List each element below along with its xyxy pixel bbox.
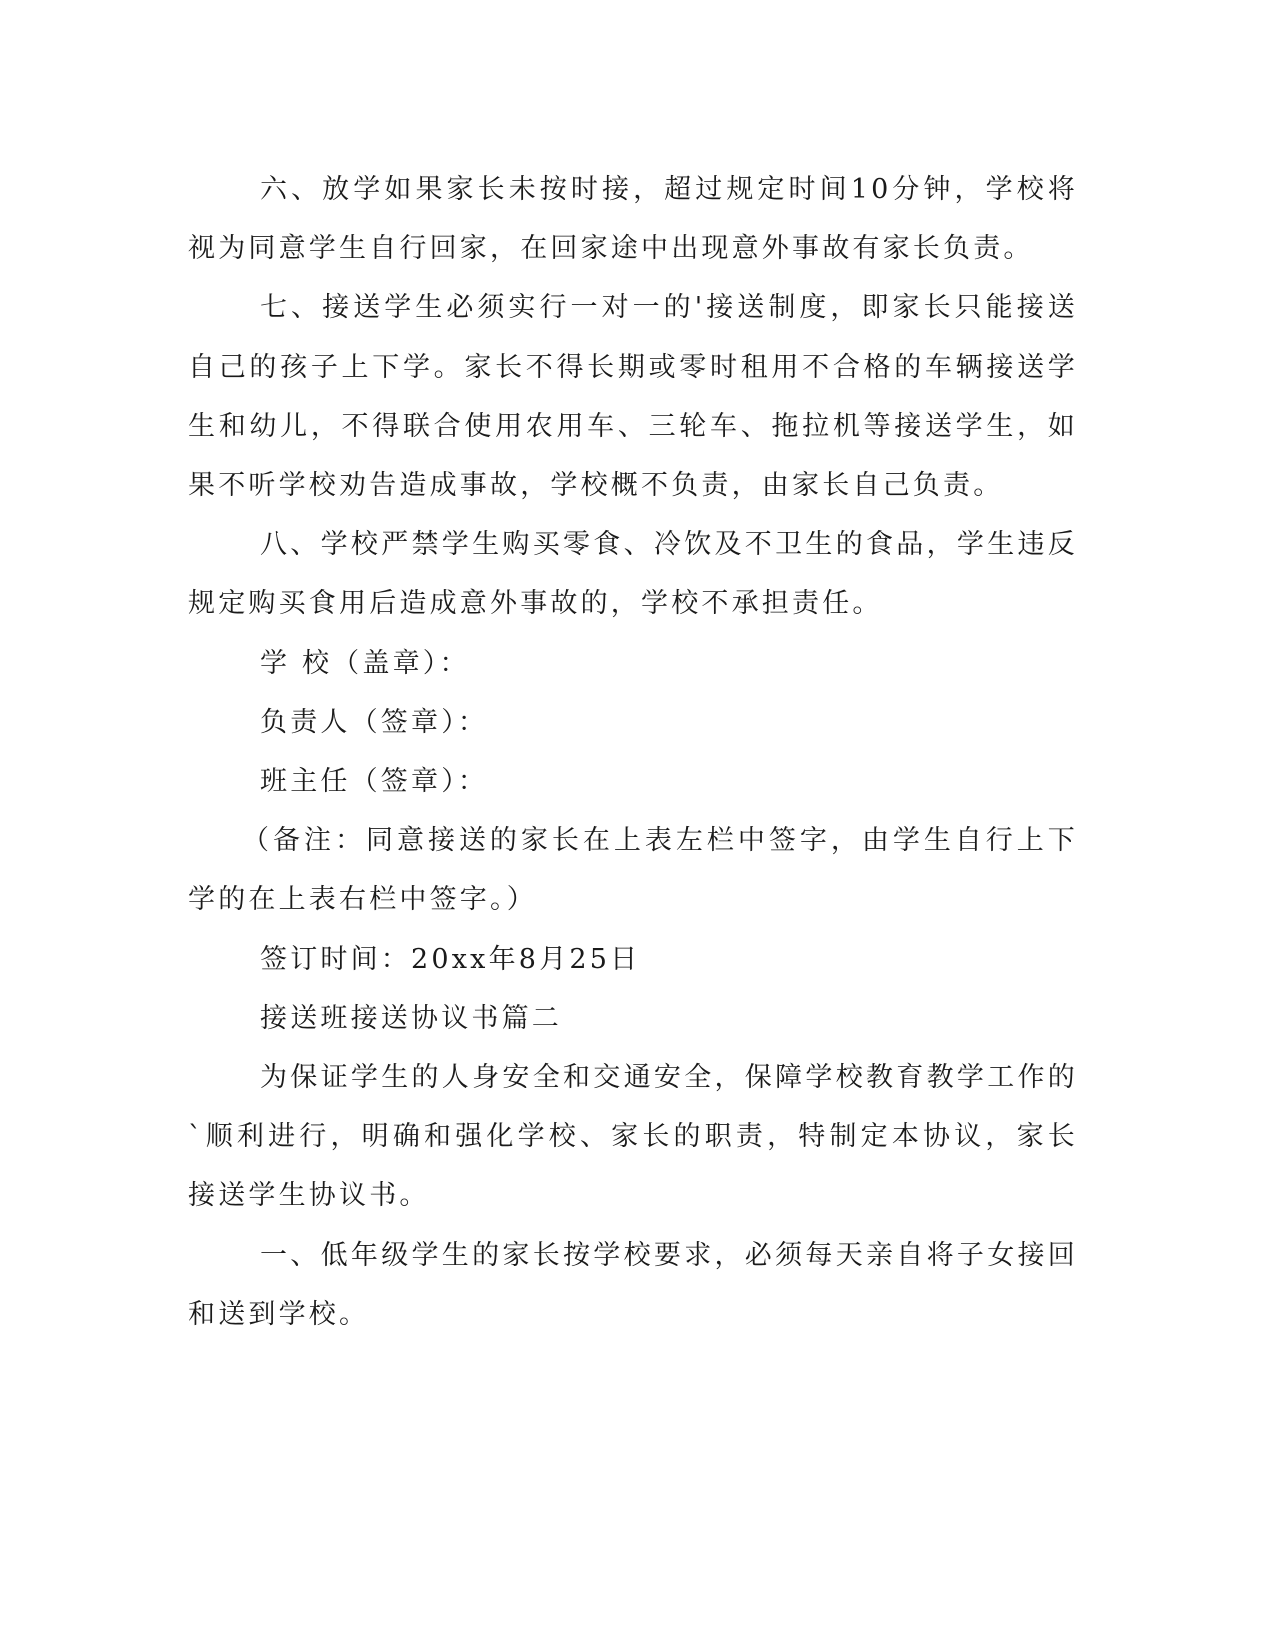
remark-note: （备注：同意接送的家长在上表左栏中签字，由学生自行上下学的在上表右栏中签字。） (188, 825, 1078, 916)
section-title: 接送班接送协议书篇二 (260, 1002, 562, 1034)
clause-seven: 七、接送学生必须实行一对一的'接送制度，即家长只能接送自己的孩子上下学。家长不得长期或零时租用不合格的车辆接送学生和幼儿，不得联合使用农用车、三轮车、拖拉机等接送学生，如果不听学校劝告造成事故，学校概不负责，由家长自己负责。 (188, 292, 1078, 502)
person-in-charge-line: 负责人（签章）： (260, 706, 489, 738)
section-two-intro: 为保证学生的人身安全和交通安全，保障学校教育教学工作的`顺利进行，明确和强化学校、家长的职责，特制定本协议，家长接送学生协议书。 (188, 1062, 1078, 1212)
signing-date: 签订时间：20xx年8月25日 (260, 943, 641, 975)
document-body (188, 160, 1078, 1344)
school-seal-line: 学 校（盖章）： (260, 647, 470, 679)
section-two-item-one: 一、低年级学生的家长按学校要求，必须每天亲自将子女接回和送到学校。 (188, 1239, 1078, 1330)
head-teacher-line: 班主任（签章）： (260, 766, 489, 798)
clause-six: 六、放学如果家长未按时接，超过规定时间10分钟，学校将视为同意学生自行回家，在回家途中出现意外事故有家长负责。 (188, 174, 1078, 265)
clause-eight: 八、学校严禁学生购买零食、冷饮及不卫生的食品，学生违反规定购买食用后造成意外事故的，学校不承担责任。 (188, 529, 1078, 620)
